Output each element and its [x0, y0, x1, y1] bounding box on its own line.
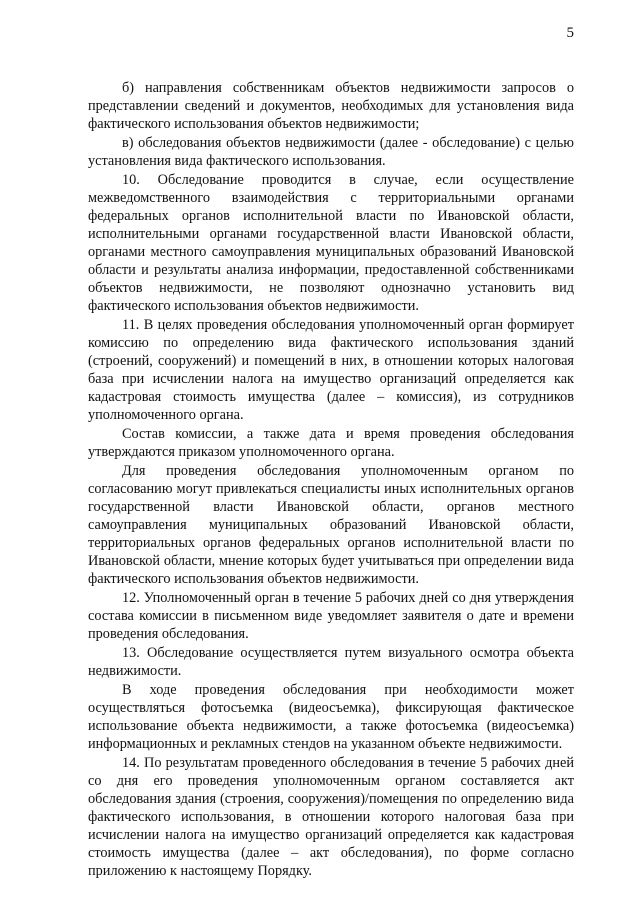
paragraph-12: 12. Уполномоченный орган в течение 5 рабочих дней со дня утверждения состава комиссии в письменном виде уведомляет заявителя о дате и времени проведения обследования.	[88, 590, 574, 642]
paragraph-14: 14. По результатам проведенного обследования в течение 5 рабочих дней со дня его проведения уполномоченным органом составляется акт обследования здания (строения, сооружения)/помещения по определению вида фактического использования, в отношении которого налоговая база при исчислении налога на имущество организаций определяется как кадастровая стоимость имущества (далее – акт обследования), по форме согласно приложению к настоящему Порядку.	[88, 755, 574, 879]
paragraph-photo-video: В ходе проведения обследования при необходимости может осуществляться фотосъемка (видеосъемка), фиксирующая фактическое использование объекта недвижимости, а также фотосъемка (видеосъемка) информационных и рекламных стендов на указанном объекте недвижимости.	[88, 682, 574, 752]
document-body	[88, 79, 574, 880]
paragraph-v-inspection: в) обследования объектов недвижимости (далее - обследование) с целью установления вида фактического использования.	[88, 135, 574, 169]
paragraph-11: 11. В целях проведения обследования уполномоченный орган формирует комиссию по определению вида фактического использования зданий (строений, сооружений) и помещений в них, в отношении которых налоговая база при исчислении налога на имущество организаций определяется как кадастровая стоимость имущества (далее – комиссия), из сотрудников уполномоченного органа.	[88, 317, 574, 423]
paragraph-b-requests: б) направления собственникам объектов недвижимости запросов о представлении сведений и документов, необходимых для установления вида фактического использования объектов недвижимости;	[88, 80, 574, 132]
paragraph-commission-composition: Состав комиссии, а также дата и время проведения обследования утверждаются приказом уполномоченного органа.	[88, 426, 574, 460]
paragraph-specialists: Для проведения обследования уполномоченным органом по согласованию могут привлекаться специалисты иных исполнительных органов государственной власти Ивановской области, органов местного самоуправления муниципальных образований Ивановской области, территориальных органов федеральных органов исполнительной власти по Ивановской области, мнение которых будет учитываться при определении вида фактического использования объектов недвижимости.	[88, 463, 574, 587]
page-number: 5	[566, 25, 574, 41]
paragraph-13: 13. Обследование осуществляется путем визуального осмотра объекта недвижимости.	[88, 645, 574, 679]
paragraph-10: 10. Обследование проводится в случае, если осуществление межведомственного взаимодействия с территориальными органами федеральных органов исполнительной власти по Ивановской области, исполнительными органами государственной власти Ивановской области, органами местного самоуправления муниципальных образований Ивановской области и результаты анализа информации, предоставленной собственниками объектов недвижимости, не позволяют однозначно установить вид фактического использования объектов недвижимости.	[88, 172, 574, 314]
